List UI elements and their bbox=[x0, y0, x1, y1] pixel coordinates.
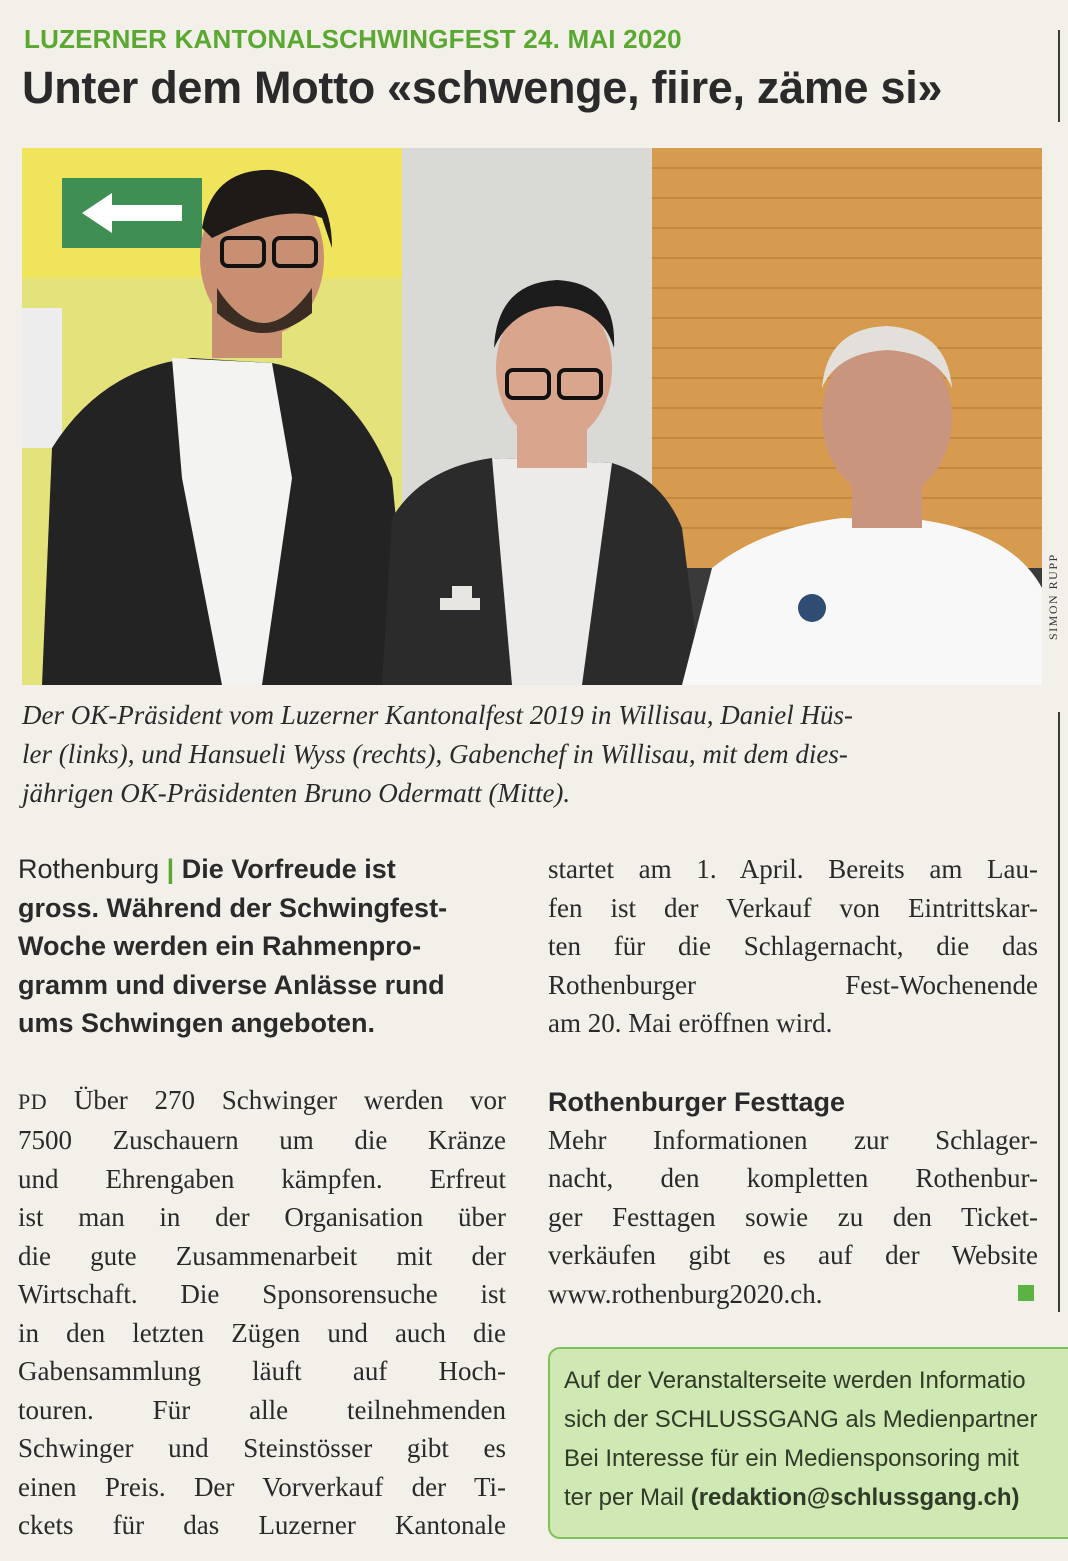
body-line: fen ist der Verkauf von Eintrittskar- bbox=[548, 892, 1038, 923]
photo-caption bbox=[22, 696, 1048, 813]
body-paragraph-continued bbox=[548, 850, 1038, 1043]
headline: Unter dem Motto «schwenge, fiire, zäme si» bbox=[22, 62, 943, 113]
caption-line: ler (links), und Hansueli Wyss (rechts), Gabenchef in Willisau, mit dem dies- bbox=[22, 739, 848, 769]
photo-credit: SIMON RUPP bbox=[1046, 553, 1060, 640]
body-line: und Ehrengaben kämpfen. Erfreut bbox=[18, 1163, 506, 1194]
body-line: am 20. Mai eröffnen wird. bbox=[548, 1008, 833, 1038]
lead-line: ums Schwingen angeboten. bbox=[18, 1008, 376, 1038]
lead-line: Woche werden ein Rahmenpro- bbox=[18, 931, 422, 961]
body-line: Schwinger und Steinstösser gibt es bbox=[18, 1433, 506, 1463]
body-first-line: Über 270 Schwinger werden vor bbox=[73, 1084, 507, 1115]
right-rule-middle bbox=[1058, 712, 1060, 1312]
body-line: Mehr Informationen zur Schlager- bbox=[548, 1124, 1038, 1155]
body-paragraph bbox=[18, 1081, 506, 1545]
body-line: ten für die Schlagernacht, die das bbox=[548, 931, 1038, 961]
body-line: verkäufen gibt es auf der Website bbox=[548, 1240, 1038, 1270]
agency-mark: PD bbox=[18, 1088, 48, 1114]
body-line: einen Preis. Der Vorverkauf der Ti- bbox=[18, 1471, 506, 1502]
right-rule-top bbox=[1058, 30, 1060, 122]
info-line: Auf der Veranstalterseite werden Informatio bbox=[564, 1367, 1026, 1394]
caption-line: Der OK-Präsident vom Luzerner Kantonalfest 2019 in Willisau, Daniel Hüs- bbox=[22, 700, 853, 730]
kicker: LUZERNER KANTONALSCHWINGFEST 24. MAI 2020 bbox=[24, 24, 682, 54]
body-line: in den letzten Zügen und auch die bbox=[18, 1317, 506, 1348]
lead-line: gross. Während der Schwingfest- bbox=[18, 892, 448, 923]
body-line: touren. Für alle teilnehmenden bbox=[18, 1394, 506, 1425]
dateline: Rothenburg bbox=[18, 854, 160, 884]
body-line: Gabensammlung läuft auf Hoch- bbox=[18, 1356, 506, 1386]
body-line: ger Festtagen sowie zu den Ticket- bbox=[548, 1201, 1038, 1232]
body-line: startet am 1. April. Bereits am Lau- bbox=[548, 854, 1038, 884]
subheading: Rothenburger Festtage bbox=[548, 1086, 846, 1117]
info-line: Bei Interesse für ein Mediensponsoring mit bbox=[564, 1445, 1019, 1472]
body-line: Wirtschaft. Die Sponsorensuche ist bbox=[18, 1279, 506, 1309]
caption-line: jährigen OK-Präsidenten Bruno Odermatt (Mitte). bbox=[22, 778, 571, 808]
article-left-column bbox=[18, 850, 506, 1545]
body-line: ckets für das Luzerner Kantonale bbox=[18, 1510, 506, 1540]
body-line: Rothenburger Fest-Wochenende bbox=[548, 969, 1038, 1000]
media-partner-box bbox=[548, 1347, 1068, 1539]
photo-illustration bbox=[22, 148, 1042, 685]
lead-line: gramm und diverse Anlässe rund bbox=[18, 969, 445, 1000]
body-line: die gute Zusammenarbeit mit der bbox=[18, 1240, 506, 1271]
body-line: 7500 Zuschauern um die Kränze bbox=[18, 1125, 506, 1155]
photo bbox=[22, 148, 1042, 685]
body-line: ist man in der Organisation über bbox=[18, 1202, 506, 1232]
website-link[interactable]: www.rothenburg2020.ch. bbox=[548, 1278, 823, 1309]
lead-paragraph bbox=[18, 850, 506, 1043]
info-line: ter per Mail bbox=[564, 1484, 685, 1511]
body-line: nacht, den kompletten Rothenbur- bbox=[548, 1163, 1038, 1193]
article-end-square-icon bbox=[1018, 1285, 1034, 1301]
body-paragraph-info bbox=[548, 1121, 1038, 1314]
article-right-column bbox=[548, 850, 1038, 1313]
lead-first-part: Die Vorfreude ist bbox=[181, 854, 396, 884]
contact-email[interactable]: (redaktion@schlussgang.ch) bbox=[690, 1484, 1020, 1511]
dateline-separator: | bbox=[166, 854, 175, 884]
info-line: sich der SCHLUSSGANG als Medienpartner bbox=[564, 1406, 1038, 1433]
